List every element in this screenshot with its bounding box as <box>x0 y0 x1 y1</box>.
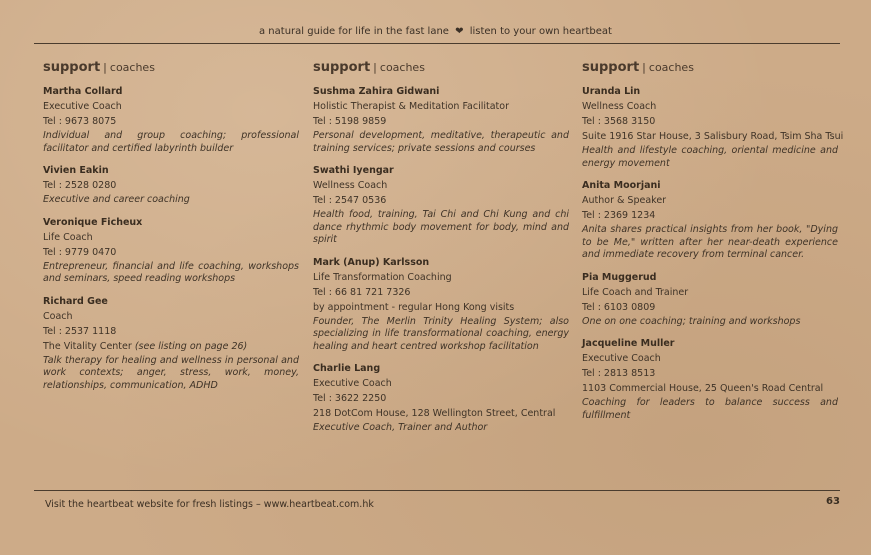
tagline <box>0 26 871 37</box>
heading-support: support <box>43 60 101 75</box>
listing-mark-karlsson <box>313 255 569 354</box>
section-heading <box>313 56 569 75</box>
listing-role: Wellness Coach <box>313 180 388 191</box>
venue-cross-reference: (see listing on page 26) <box>134 340 248 352</box>
listing-role: Executive Coach <box>582 353 661 364</box>
bottom-divider <box>34 490 840 491</box>
footer-website-note: Visit the heartbeat website for fresh listings – www.heartbeat.com.hk <box>45 499 374 510</box>
listing-role: Executive Coach <box>43 101 122 112</box>
listing-tel: Tel : 9779 0470 <box>43 246 117 258</box>
listing-swathi-iyengar <box>313 163 569 247</box>
page-number: 63 <box>826 496 840 507</box>
listing-role: Coach <box>43 310 73 322</box>
listing-tel: Tel : 2369 1234 <box>582 210 656 221</box>
heading-coaches: coaches <box>109 61 155 74</box>
listing-description: Founder, The Merlin Trinity Healing System; also specializing in life transformational coaching, energy healing and heart centred workshop facilitation <box>313 315 569 352</box>
listing-anita-moorjani <box>582 178 838 262</box>
listing-role: Life Coach and Trainer <box>582 286 689 298</box>
listing-uranda-lin <box>582 84 844 170</box>
listing-name: Mark (Anup) Karlsson <box>313 256 430 268</box>
listing-description: One on one coaching; training and workshops <box>582 315 801 327</box>
listing-venue <box>43 339 299 354</box>
listing-name: Martha Collard <box>43 86 123 97</box>
section-heading <box>582 56 838 75</box>
listing-tel: Tel : 2547 0536 <box>313 195 387 206</box>
listing-charlie-lang <box>313 361 569 435</box>
column-3 <box>582 56 844 430</box>
listing-description: Executive and career coaching <box>43 194 190 205</box>
listing-tel: Tel : 9673 8075 <box>43 116 117 127</box>
heading-coaches: coaches <box>648 61 694 74</box>
listing-pia-muggerud <box>582 270 838 329</box>
listing-description: Executive Coach, Trainer and Author <box>313 422 488 433</box>
listing-vivien-eakin <box>43 163 299 207</box>
heading-support: support <box>582 60 640 75</box>
listing-availability: by appointment - regular Hong Kong visits <box>313 301 515 313</box>
listing-role: Author & Speaker <box>582 195 667 206</box>
listing-description: Personal development, meditative, therapeutic and training services; private sessions and courses <box>313 130 569 154</box>
section-heading <box>43 56 299 75</box>
listing-name: Jacqueline Muller <box>582 338 675 349</box>
listing-name: Anita Moorjani <box>582 180 661 191</box>
listing-description: Individual and group coaching; professional facilitator and certified labyrinth builder <box>43 130 299 154</box>
listing-tel: Tel : 5198 9859 <box>313 116 387 127</box>
listing-jacqueline-muller <box>582 336 838 422</box>
listing-tel: Tel : 3568 3150 <box>582 116 656 127</box>
listing-name: Charlie Lang <box>313 363 381 374</box>
listing-sushma-zahira-gidwani <box>313 84 569 155</box>
listing-tel: Tel : 2537 1118 <box>43 325 117 337</box>
listing-role: Executive Coach <box>313 378 392 389</box>
heading-separator: | <box>103 61 107 74</box>
listing-description: Coaching for leaders to balance success and fulfillment <box>582 397 838 421</box>
column-1 <box>43 56 299 400</box>
listing-name: Swathi Iyengar <box>313 165 394 176</box>
heading-separator: | <box>373 61 377 74</box>
listing-description: Talk therapy for healing and wellness in personal and work contexts; anger, stress, work, money, relationships, communication, ADHD <box>43 354 299 391</box>
heading-support: support <box>313 60 371 75</box>
listing-address: 218 DotCom House, 128 Wellington Street, Central <box>313 408 556 419</box>
heart-icon: ❤ <box>455 26 464 37</box>
listing-address: Suite 1916 Star House, 3 Salisbury Road, Tsim Sha Tsui <box>582 131 844 142</box>
listing-description: Health and lifestyle coaching, oriental medicine and energy movement <box>582 145 838 169</box>
column-2 <box>313 56 569 443</box>
listing-tel: Tel : 6103 0809 <box>582 301 656 313</box>
listing-name: Vivien Eakin <box>43 165 109 176</box>
listing-tel: Tel : 2813 8513 <box>582 368 656 379</box>
listing-tel: Tel : 3622 2250 <box>313 393 387 404</box>
listing-name: Richard Gee <box>43 295 108 307</box>
listing-name: Pia Muggerud <box>582 271 657 283</box>
listing-name: Veronique Ficheux <box>43 216 143 228</box>
tagline-right: listen to your own heartbeat <box>469 26 612 37</box>
listing-tel: Tel : 2528 0280 <box>43 180 117 191</box>
listing-role: Life Coach <box>43 231 93 243</box>
listing-description: Entrepreneur, financial and life coaching, workshops and seminars, speed reading workshops <box>43 260 299 284</box>
listing-role: Life Transformation Coaching <box>313 271 452 283</box>
listing-address: 1103 Commercial House, 25 Queen's Road Central <box>582 383 824 394</box>
listing-description: Health food, training, Tai Chi and Chi Kung and chi dance rhythmic body movement for body, mind and spirit <box>313 209 569 245</box>
heading-separator: | <box>642 61 646 74</box>
listing-tel: Tel : 66 81 721 7326 <box>313 286 411 298</box>
listing-richard-gee <box>43 294 299 393</box>
top-divider <box>34 43 840 44</box>
tagline-left: a natural guide for life in the fast lane <box>259 26 449 37</box>
listing-martha-collard <box>43 84 299 155</box>
listing-role: Wellness Coach <box>582 101 657 112</box>
venue-name: The Vitality Center <box>43 340 132 352</box>
listing-veronique-ficheux <box>43 215 299 286</box>
listing-name: Uranda Lin <box>582 86 641 97</box>
listing-role: Holistic Therapist & Meditation Facilitator <box>313 101 509 112</box>
listing-name: Sushma Zahira Gidwani <box>313 86 440 97</box>
heading-coaches: coaches <box>379 61 425 74</box>
listing-description: Anita shares practical insights from her book, "Dying to be Me," written after her near-death experience and immediate recovery from terminal cancer. <box>582 224 838 260</box>
